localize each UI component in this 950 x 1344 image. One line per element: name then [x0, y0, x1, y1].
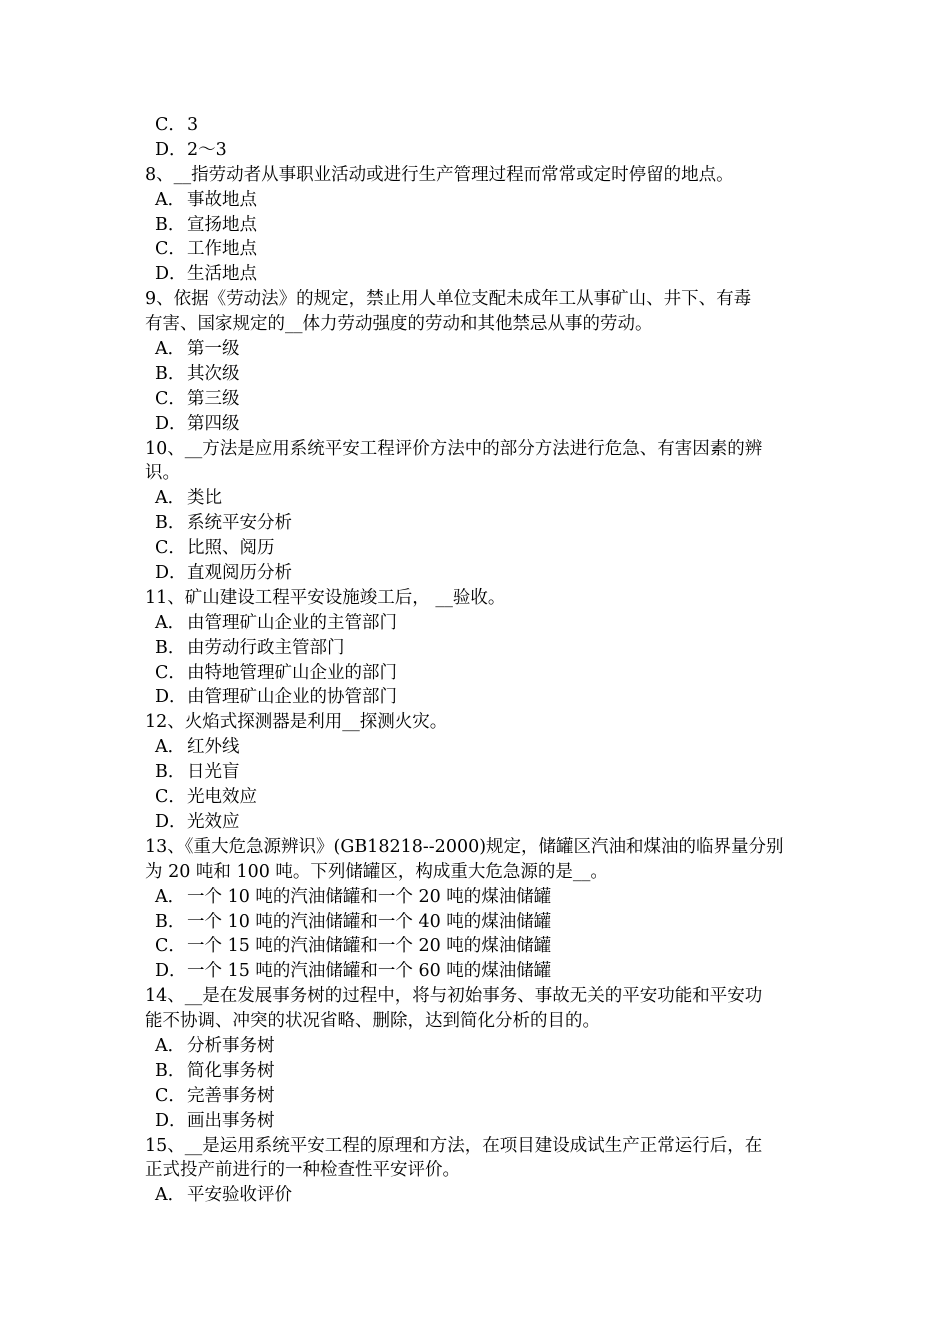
- option-letter: C．: [155, 662, 186, 683]
- question-text: 识。: [145, 463, 180, 484]
- answer-option: [145, 237, 809, 262]
- answer-option: [145, 885, 809, 910]
- option-text: 生活地点: [187, 264, 257, 285]
- answer-option: [145, 910, 809, 935]
- option-text: 3: [187, 115, 199, 135]
- option-letter: B．: [155, 513, 186, 534]
- answer-option: [145, 362, 809, 387]
- option-letter: B．: [155, 762, 186, 783]
- answer-option: [145, 113, 809, 138]
- answer-option: [145, 959, 809, 984]
- question-text: 能不协调、冲突的状况省略、删除，达到简化分析的目的。: [145, 1011, 600, 1032]
- answer-option: [145, 611, 809, 636]
- option-letter: A．: [155, 886, 186, 907]
- option-text: 一个 10 吨的汽油储罐和一个 40 吨的煤油储罐: [187, 911, 552, 932]
- option-letter: D．: [155, 1110, 187, 1131]
- option-letter: D．: [155, 961, 187, 982]
- option-letter: D．: [155, 687, 187, 708]
- option-letter: A．: [155, 737, 186, 758]
- question-text: 12、火焰式探测器是利用__探测火灾。: [145, 712, 448, 733]
- option-letter: C．: [155, 936, 186, 957]
- option-text: 宣扬地点: [187, 214, 257, 235]
- answer-option: [145, 1059, 809, 1084]
- option-letter: A．: [155, 488, 186, 509]
- option-text: 由管理矿山企业的协管部门: [187, 687, 397, 708]
- option-text: 分析事务树: [187, 1035, 275, 1056]
- option-letter: B．: [155, 363, 186, 384]
- question-text: 13、《重大危急源辨识》(GB18218--2000)规定，储罐区汽油和煤油的临界量分别: [145, 836, 784, 857]
- answer-option: [145, 561, 809, 586]
- answer-option: [145, 735, 809, 760]
- option-letter: C．: [155, 115, 186, 135]
- option-letter: C．: [155, 239, 186, 260]
- option-letter: C．: [155, 787, 186, 808]
- answer-option: [145, 934, 809, 959]
- question-text: 8、__指劳动者从事职业活动或进行生产管理过程而常常或定时停留的地点。: [145, 164, 734, 185]
- question-text: 11、矿山建设工程平安设施竣工后， __验收。: [145, 587, 506, 608]
- option-letter: B．: [155, 214, 186, 235]
- option-text: 类比: [187, 488, 222, 509]
- question-text: 正式投产前进行的一种检查性平安评价。: [145, 1160, 460, 1181]
- question-text: 10、__方法是应用系统平安工程评价方法中的部分方法进行危急、有害因素的辨: [145, 438, 763, 459]
- option-letter: A．: [155, 1185, 186, 1206]
- answer-option: [145, 661, 809, 686]
- answer-option: [145, 685, 809, 710]
- option-text: 光效应: [187, 811, 240, 832]
- answer-option: [145, 213, 809, 238]
- option-letter: D．: [155, 139, 187, 160]
- question-text: 为 20 吨和 100 吨。下列储罐区，构成重大危急源的是__。: [145, 861, 608, 882]
- answer-option: [145, 810, 809, 835]
- answer-option: [145, 636, 809, 661]
- option-text: 第三级: [187, 388, 240, 409]
- option-text: 简化事务树: [187, 1060, 275, 1081]
- question-text: 有害、国家规定的__体力劳动强度的劳动和其他禁忌从事的劳动。: [145, 314, 653, 335]
- answer-option: [145, 412, 809, 437]
- answer-option: [145, 262, 809, 287]
- option-text: 画出事务树: [187, 1110, 275, 1131]
- option-text: 一个 15 吨的汽油储罐和一个 20 吨的煤油储罐: [187, 936, 552, 957]
- option-text: 由劳动行政主管部门: [187, 637, 345, 658]
- option-text: 系统平安分析: [187, 513, 292, 534]
- option-letter: A．: [155, 189, 186, 210]
- option-text: 一个 15 吨的汽油储罐和一个 60 吨的煤油储罐: [187, 961, 552, 982]
- answer-option: [145, 387, 809, 412]
- option-text: 工作地点: [187, 239, 257, 260]
- option-letter: B．: [155, 911, 186, 932]
- option-letter: A．: [155, 1035, 186, 1056]
- option-letter: A．: [155, 339, 186, 360]
- option-text: 由管理矿山企业的主管部门: [187, 612, 397, 633]
- option-text: 日光盲: [187, 762, 240, 783]
- option-text: 直观阅历分析: [187, 563, 292, 584]
- answer-option: [145, 1183, 809, 1208]
- option-letter: C．: [155, 538, 186, 559]
- answer-option: [145, 138, 809, 163]
- question-text: 9、依据《劳动法》的规定，禁止用人单位支配未成年工从事矿山、井下、有毒: [145, 289, 752, 310]
- option-text: 由特地管理矿山企业的部门: [187, 662, 397, 683]
- option-text: 一个 10 吨的汽油储罐和一个 20 吨的煤油储罐: [187, 886, 552, 907]
- answer-option: [145, 511, 809, 536]
- option-text: 光电效应: [187, 787, 257, 808]
- answer-option: [145, 1034, 809, 1059]
- question-list: [145, 113, 809, 1208]
- answer-option: [145, 760, 809, 785]
- answer-option: [145, 785, 809, 810]
- option-text: 比照、阅历: [187, 538, 275, 559]
- option-letter: B．: [155, 1060, 186, 1081]
- answer-option: [145, 337, 809, 362]
- option-text: 2～3: [187, 139, 227, 160]
- option-text: 红外线: [187, 737, 240, 758]
- answer-option: [145, 188, 809, 213]
- option-text: 事故地点: [187, 189, 257, 210]
- option-text: 完善事务树: [187, 1085, 275, 1106]
- option-letter: A．: [155, 612, 186, 633]
- answer-option: [145, 536, 809, 561]
- option-letter: C．: [155, 1085, 186, 1106]
- answer-option: [145, 486, 809, 511]
- option-text: 其次级: [187, 363, 240, 384]
- option-letter: B．: [155, 637, 186, 658]
- question-text: 15、__是运用系统平安工程的原理和方法，在项目建设成试生产正常运行后，在: [145, 1135, 763, 1156]
- answer-option: [145, 1109, 809, 1134]
- option-letter: C．: [155, 388, 186, 409]
- option-letter: D．: [155, 413, 187, 434]
- question-text: 14、__是在发展事务树的过程中，将与初始事务、事故无关的平安功能和平安功: [145, 986, 763, 1007]
- answer-option: [145, 1084, 809, 1109]
- option-letter: D．: [155, 811, 187, 832]
- option-text: 第一级: [187, 339, 240, 360]
- option-text: 平安验收评价: [187, 1185, 292, 1206]
- option-text: 第四级: [187, 413, 240, 434]
- option-letter: D．: [155, 264, 187, 285]
- option-letter: D．: [155, 563, 187, 584]
